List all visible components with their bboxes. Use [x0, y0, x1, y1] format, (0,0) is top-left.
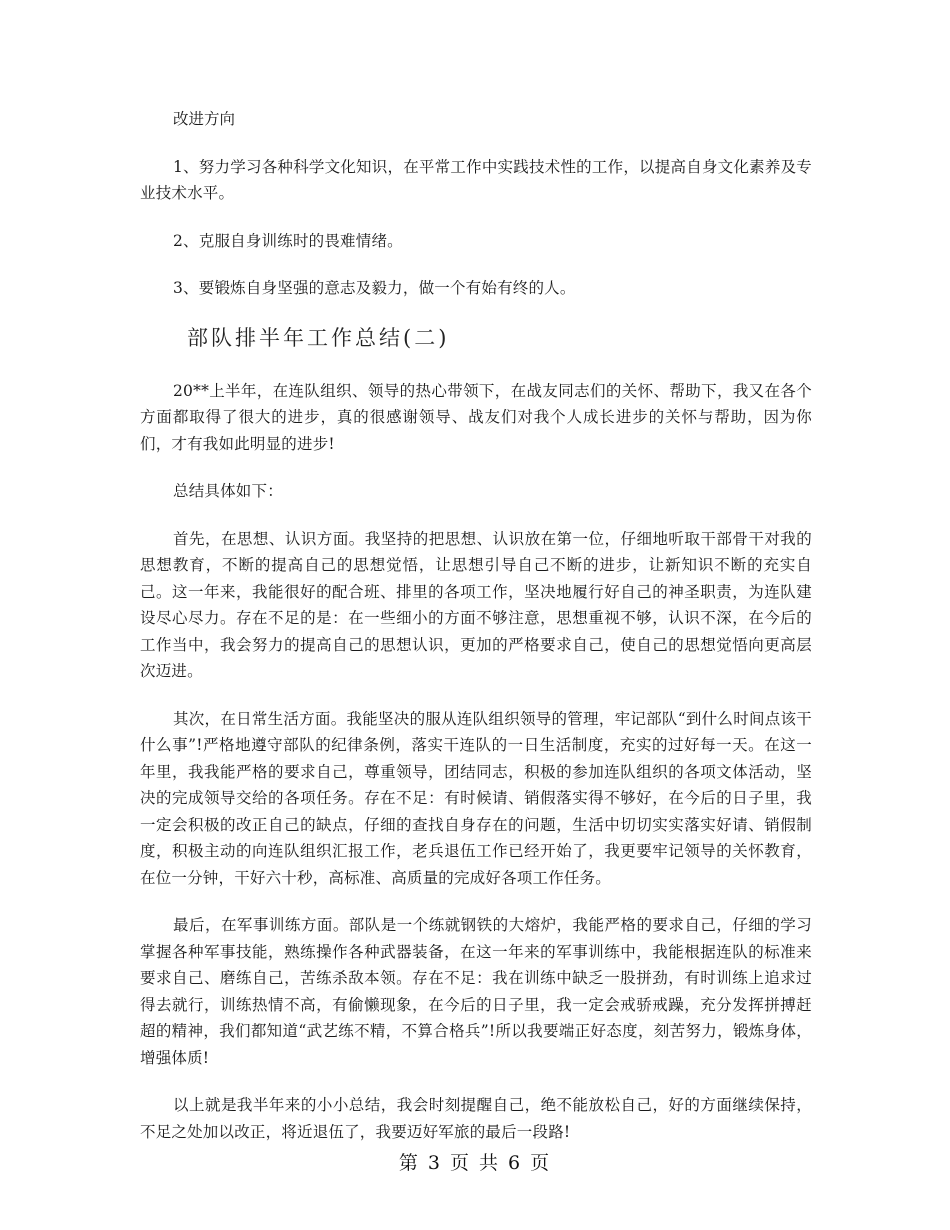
improvement-item-1: 1、努力学习各种科学文化知识，在平常工作中实践技术性的工作，以提高自身文化素养及专业技术水平。	[140, 157, 812, 202]
page-number-label: 第 3 页 共 6 页	[398, 1152, 552, 1174]
section-heading-improvement: 改进方向	[173, 110, 236, 128]
document-body	[140, 106, 812, 1166]
paragraph-first: 首先，在思想、认识方面。我坚持的把思想、认识放在第一位，仔细地听取干部骨干对我的思想教育，不断的提高自己的思想觉悟，让思想引导自己不断的进步，让新知识不断的充实自己。这一年来，我能很好的配合班、排里的各项工作，坚决地履行好自己的神圣职责，为连队建设尽心尽力。存在不足的是：在一些细小的方面不够注意，思想重视不够，认识不深，在今后的工作当中，我会努力的提高自己的思想认识，更加的严格要求自己，使自己的思想觉悟向更高层次迈进。	[140, 529, 812, 680]
document-title: 部队排半年工作总结(二)	[187, 325, 450, 350]
improvement-item-3: 3、要锻炼自身坚强的意志及毅力，做一个有始有终的人。	[173, 279, 576, 297]
paragraph-closing: 以上就是我半年来的小小总结，我会时刻提醒自己，绝不能放松自己，好的方面继续保持，不足之处加以改正，将近退伍了，我要迈好军旅的最后一段路!	[140, 1096, 812, 1141]
paragraph-intro: 20**上半年，在连队组织、领导的热心带领下，在战友同志们的关怀、帮助下，我又在各个方面都取得了很大的进步，真的很感谢领导、战友们对我个人成长进步的关怀与帮助，因为你们，才有我如此明显的进步!	[140, 381, 812, 453]
paragraph-summary-lead: 总结具体如下：	[173, 482, 283, 500]
page-footer	[0, 1148, 950, 1175]
paragraph-second: 其次，在日常生活方面。我能坚决的服从连队组织领导的管理，牢记部队“到什么时间点该干什么事”!严格地遵守部队的纪律条例，落实干连队的一日生活制度，充实的过好每一天。在这一年里，我我能严格的要求自己，尊重领导，团结同志，积极的参加连队组织的各项文体活动，坚决的完成领导交给的各项任务。存在不足：有时候请、销假落实得不够好，在今后的日子里，我一定会积极的改正自己的缺点，仔细的查找自身存在的问题，生活中切切实实落实好请、销假制度，积极主动的向连队组织汇报工作，老兵退伍工作已经开始了，我更要牢记领导的关怀教育，在位一分钟，干好六十秒，高标准、高质量的完成好各项工作任务。	[140, 709, 812, 887]
paragraph-last: 最后，在军事训练方面。部队是一个练就钢铁的大熔炉，我能严格的要求自己，仔细的学习掌握各种军事技能，熟练操作各种武器装备，在这一年来的军事训练中，我能根据连队的标准来要求自己、磨练自己，苦练杀敌本领。存在不足：我在训练中缺乏一股拼劲，有时训练上追求过得去就行，训练热情不高，有偷懒现象，在今后的日子里，我一定会戒骄戒躁，充分发挥拼搏赶超的精神，我们都知道“武艺练不精，不算合格兵”!所以我要端正好态度，刻苦努力，锻炼身体，增强体质!	[140, 916, 812, 1067]
improvement-item-2: 2、克服自身训练时的畏难情绪。	[173, 231, 403, 250]
